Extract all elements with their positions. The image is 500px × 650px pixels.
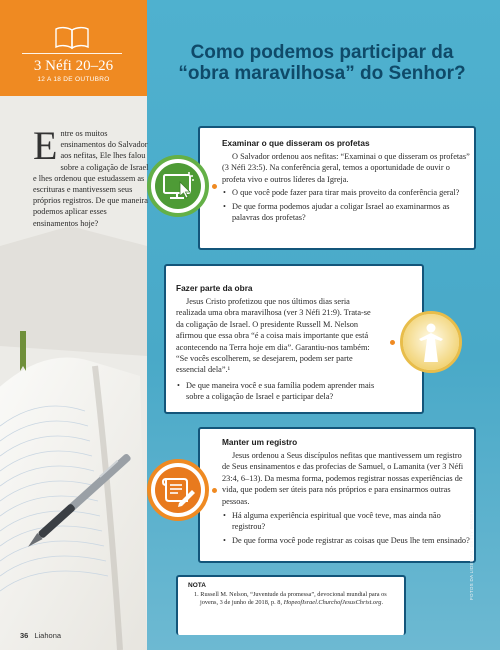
christ-statue-image (400, 311, 462, 373)
scripture-reference: 3 Néfi 20–26 (33, 58, 114, 74)
connector-dot (389, 339, 396, 346)
page-title (152, 42, 492, 84)
section-title: Examinar o que disseram os profetas (222, 138, 370, 148)
footnotes-box (176, 575, 406, 635)
connector-dot (211, 183, 218, 190)
question-list (222, 187, 470, 223)
footnote-item (188, 591, 400, 607)
drop-cap: E (33, 123, 58, 168)
section-title: Manter um registro (222, 437, 298, 447)
question-list (176, 380, 376, 403)
notes-title: NOTA (188, 582, 206, 589)
christ-statue-icon (403, 314, 459, 370)
question-item: • De que forma você pode registrar as coisas que Deus lhe tem ensinado? (222, 535, 470, 546)
section-title: Fazer parte da obra (176, 283, 253, 293)
header-divider (22, 53, 122, 54)
photo-credit: FOTOS DA LIDERIAS: GETTY IMAGES (469, 510, 474, 600)
connector-dot (211, 487, 218, 494)
page-title-line-1: Como podemos participar da (190, 42, 454, 63)
question-list (222, 510, 470, 546)
footnote-end: . (381, 599, 384, 606)
section-icon-badge (147, 155, 209, 217)
section-icon-badge (147, 459, 209, 521)
question-item: • Há alguma experiência espiritual que você teve, mas ainda não registrou? (222, 510, 470, 533)
computer-cursor-icon (155, 163, 201, 209)
section-card-record (198, 427, 476, 563)
section-icon-badge-inner (155, 163, 201, 209)
question-item: • O que você pode fazer para tirar mais proveito da conferência geral? (222, 187, 470, 198)
page-title-line-2: “obra maravilhosa” do Senhor? (178, 63, 466, 84)
page-footer (20, 631, 61, 640)
section-paragraph: O Salvador ordenou aos nefitas: “Examinai o que disseram os profetas” (3 Néfi 23:5). Na conferência geral, temos a oportunidade de ouvir o profeta vivo e outros líderes da Igreja. (222, 152, 470, 184)
footnote-url: HopeofIsrael.ChurchofJesusChrist.org (283, 599, 382, 606)
section-card-examine (198, 126, 476, 250)
page-number: 36 (20, 631, 29, 640)
footnote-text: 1. Russell M. Nelson, “Juventude da promessa”, devocional mundial para os jovens, 3 de junho de 2018, p. 8, (194, 591, 387, 606)
scroll-pen-icon (155, 467, 201, 513)
section-paragraph: Jesus ordenou a Seus discípulos nefitas que mantivessem um registro de Seus ensinamentos e das profecias de Samuel, o Lamanita (ver 3 Néfi 23:4, 6–13). Da mesma forma, podemos registrar nossas experiências de vida, que podem ser úteis para nós próprios e para ensinarmos outras pessoas. (222, 451, 464, 506)
section-card-work (164, 264, 424, 414)
magazine-name: Liahona (34, 631, 62, 640)
intro-paragraph (33, 123, 150, 229)
open-book-icon (54, 26, 90, 50)
intro-text: ntre os muitos ensinamentos do Salvador aos nefitas, Ele lhes falou sobre a coligação de Israel e lhes ordenou que estudassem as escrituras e mantivessem seus próprios registros. De que maneira podemos aplicar esses ensinamentos hoje? (33, 129, 149, 228)
section-header (0, 0, 147, 96)
study-dates: 12 A 18 DE OUTUBRO (37, 76, 110, 83)
question-item: • De que maneira você e sua família podem aprender mais sobre a coligação de Israel e participar dela? (176, 380, 376, 403)
section-icon-badge-inner (155, 467, 201, 513)
question-item: • De que forma podemos ajudar a coligar Israel ao examinarmos as palavras dos profetas? (222, 201, 470, 224)
section-paragraph: Jesus Cristo profetizou que nos últimos dias seria realizada uma obra maravilhosa (ver 3 Néfi 21:9). Trata-se da coligação de Israel. O presidente Russell M. Nelson afirmou que essa obra “é a coisa mais importante que está acontecendo na Terra hoje em dia”. Garantiu-nos também: “Se vocês escolherem, se desejarem, podem ser parte essencial dela”.¹ (176, 297, 371, 375)
